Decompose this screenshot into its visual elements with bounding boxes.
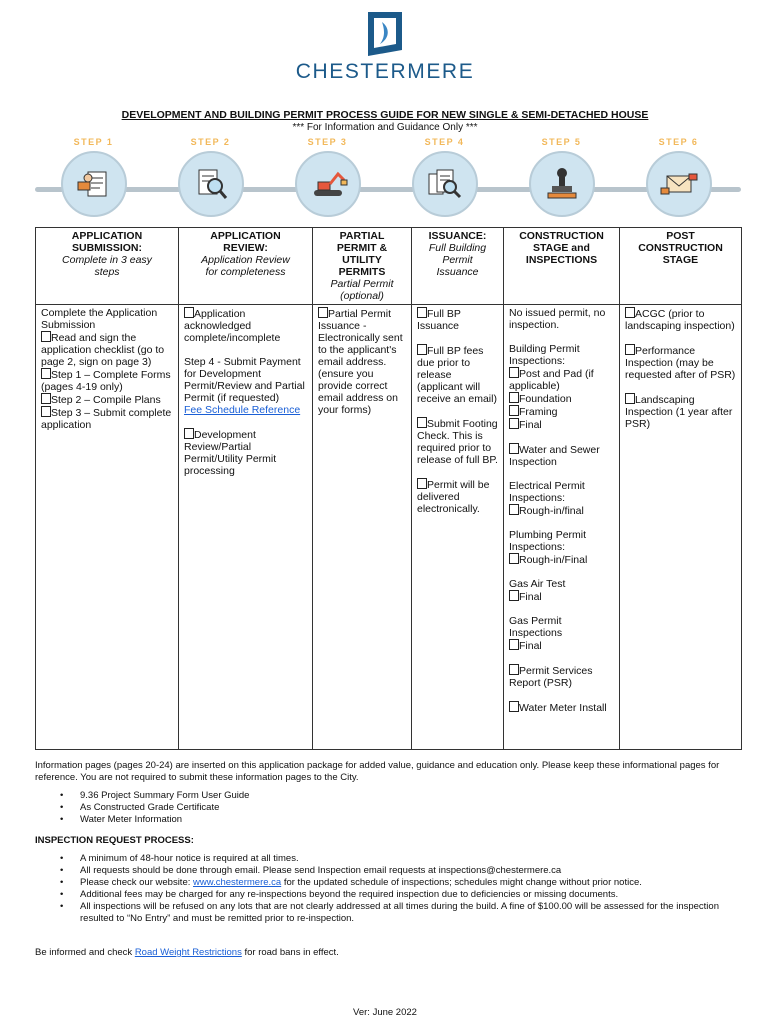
col-construction-stage: No issued permit, no inspection. Building Permit Inspections: Post and Pad (if applicable) Foundation Framing Final Water and Sewer Inspection Electrical Permit Inspections: Rough-in/final Plumbing Permit Inspections: Rough-in/Final Gas Air Test Final Gas Permit Inspections Final Permit Services Report (PSR) Water Meter Install [504,305,620,750]
checkbox[interactable] [509,504,519,515]
list-item: • Water Meter Information [35,814,735,826]
col-application-review: Application acknowledged complete/incomplete Step 4 - Submit Payment for Development Permit/Review and Partial Permit (if requested) Fee Schedule Reference Development Review/Partial Permit/Utility Permit processing [179,305,313,750]
checkbox[interactable] [625,307,635,318]
step-label: STEP 3 [307,137,348,147]
list-item: • All inspections will be refused on any lots that are not clearly addressed at all times during the build. A fine of $100.00 will be assessed for the inspection resulted to “No Entry” and must be remitted prior to re-inspection. [35,901,735,925]
road-weight-restrictions-link[interactable]: Road Weight Restrictions [134,947,242,958]
step-4 [386,137,503,217]
info-list [35,790,735,826]
list-item: • As Constructed Grade Certificate [35,802,735,814]
step-5 [503,137,620,217]
checkbox[interactable] [509,405,519,416]
info-section [35,760,735,826]
stamp-icon [529,151,595,217]
logo-wordmark: CHESTERMERE [295,60,475,83]
step-label: STEP 5 [541,137,582,147]
checkbox[interactable] [509,418,519,429]
step-label: STEP 6 [658,137,699,147]
road-restrictions-note: Be informed and check Road Weight Restrictions for road bans in effect. [35,947,339,958]
checkbox[interactable] [509,392,519,403]
step-2 [152,137,269,217]
magnifier-document-icon [178,151,244,217]
header-partial-permit: PARTIAL PERMIT & UTILITY PERMITS Partial Permit (optional) [313,228,412,305]
step-3 [269,137,386,217]
checkbox[interactable] [509,553,519,564]
col-post-construction: ACGC (prior to landscaping inspection) Performance Inspection (may be requested after of PSR) Landscaping Inspection (1 year after PSR) [620,305,742,750]
website-link[interactable]: www.chestermere.ca [193,877,282,888]
step-label: STEP 4 [424,137,465,147]
col-partial-permit: Partial Permit Issuance - Electronically sent to the applicant's email address. (ensure you provide correct email address on your forms) [313,305,412,750]
header-application-submission: APPLICATION SUBMISSION: Complete in 3 easy steps [36,228,179,305]
process-table [35,227,742,750]
checkbox[interactable] [625,344,635,355]
version-label: Ver: June 2022 [353,1007,417,1018]
header-post-construction: POST CONSTRUCTION STAGE [620,228,742,305]
inspection-list [35,853,735,925]
checkbox[interactable] [417,307,427,318]
checkbox[interactable] [184,307,194,318]
checkbox[interactable] [417,417,427,428]
excavator-icon [295,151,361,217]
checkbox[interactable] [509,701,519,712]
checkbox[interactable] [318,307,328,318]
checkbox[interactable] [41,393,51,404]
checkbox[interactable] [509,664,519,675]
checkbox[interactable] [41,331,51,342]
header-issuance: ISSUANCE: Full Building Permit Issuance [412,228,504,305]
steps-band [35,137,741,223]
info-paragraph: Information pages (pages 20-24) are inserted on this application package for added value, guidance and education only. Please keep these informational pages for reference. You are not required to submit these information pages to the City. [35,760,720,783]
header-application-review: APPLICATION REVIEW: Application Review for completeness [179,228,313,305]
list-item: • All requests should be done through email. Please send Inspection email requests at inspections@chestermere.ca [35,865,735,877]
chestermere-logo [0,10,770,84]
checkbox[interactable] [41,406,51,417]
col-application-submission: Complete the Application Submission Read and sign the application checklist (go to page 2, sign on page 3) Step 1 – Complete Forms (pages 4-19 only) Step 2 – Compile Plans Step 3 – Submit complete application [36,305,179,750]
step-6 [620,137,737,217]
logo-mark-icon [362,10,408,58]
inspection-title: INSPECTION REQUEST PROCESS: [35,835,194,846]
documents-magnifier-icon [412,151,478,217]
list-item: • Additional fees may be charged for any re-inspections beyond the required inspection due to deficiencies or missing documents. [35,889,735,901]
hand-document-icon [61,151,127,217]
col-issuance: Full BP Issuance Full BP fees due prior to release (applicant will receive an email) Submit Footing Check. This is required prior to release of full BP. Permit will be delivered electronically. [412,305,504,750]
checkbox[interactable] [184,428,194,439]
checkbox[interactable] [509,590,519,601]
checkbox[interactable] [417,478,427,489]
header-construction-stage: CONSTRUCTION STAGE and INSPECTIONS [504,228,620,305]
checkbox[interactable] [417,344,427,355]
step-1 [35,137,152,217]
list-item: • Please check our website: www.chestermere.ca for the updated schedule of inspections; schedules might change without prior notice. [35,877,735,889]
envelope-icon [646,151,712,217]
step-label: STEP 2 [190,137,231,147]
fee-schedule-link[interactable]: Fee Schedule Reference [184,404,301,416]
checkbox[interactable] [509,367,519,378]
inspection-section [35,835,735,925]
checkbox[interactable] [509,639,519,650]
list-item: • 9.36 Project Summary Form User Guide [35,790,735,802]
checkbox[interactable] [625,393,635,404]
checkbox[interactable] [509,443,519,454]
step-label: STEP 1 [73,137,114,147]
checkbox[interactable] [41,368,51,379]
page-subtitle: *** For Information and Guidance Only *** [292,122,478,133]
page-title: DEVELOPMENT AND BUILDING PERMIT PROCESS GUIDE FOR NEW SINGLE & SEMI-DETACHED HOUSE [121,109,649,121]
list-item: • A minimum of 48-hour notice is required at all times. [35,853,735,865]
